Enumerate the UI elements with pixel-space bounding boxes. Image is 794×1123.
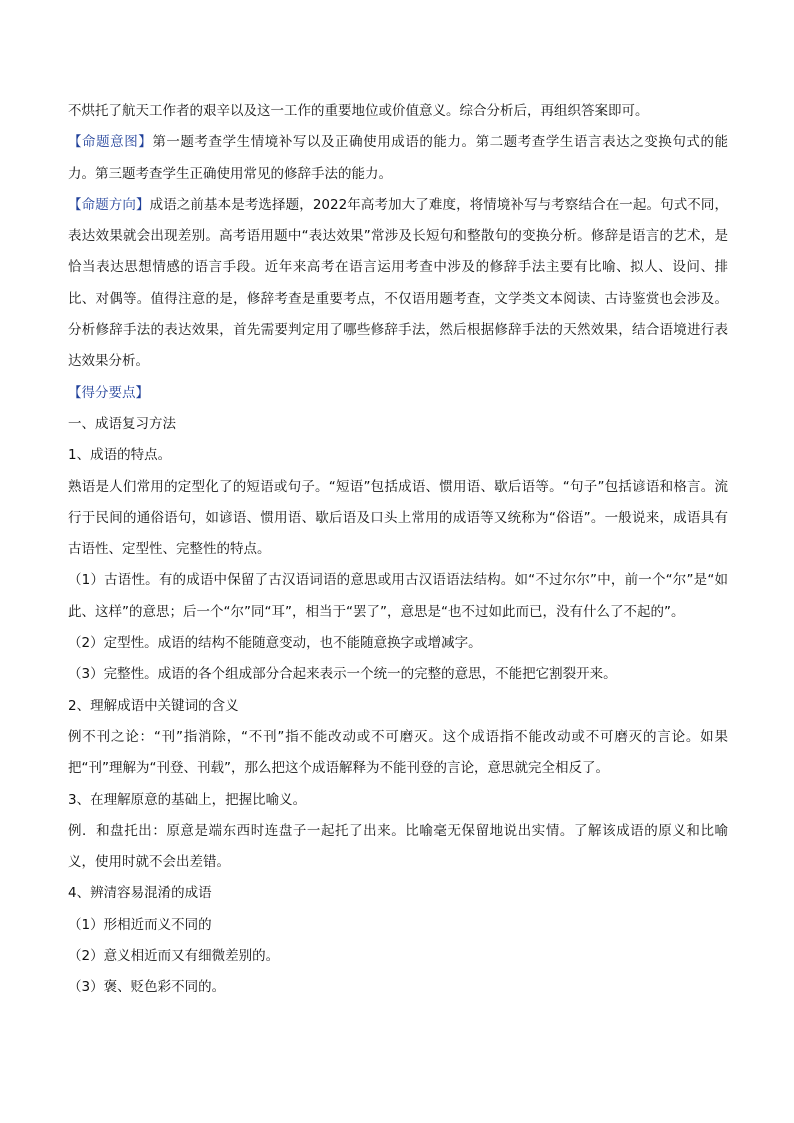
paragraph-text: 2、理解成语中关键词的含义 [68,697,239,714]
heading [68,785,728,816]
paragraph-text: 不烘托了航天工作者的艰辛以及这一工作的重要地位或价值意义。综合分析后，再组织答案即可。 [68,103,649,119]
paragraph-text: 例不刊之论：“刊”指消除，“不刊”指不能改动或不可磨灭。这个成语指不能改动或不可磨灭的言论。如果把“刊”理解为“刊登、刊载”，那么把这个成语解释为不能刊登的言论，意思就完全相反了。 [68,728,728,777]
section-tag: 【得分要点】 [68,384,149,401]
paragraph-text: （2）定型性。成语的结构不能随意变动，也不能随意换字或增减字。 [68,635,482,652]
paragraph-direction [68,190,728,378]
heading [68,691,728,722]
heading [68,440,728,471]
paragraph [68,565,728,628]
paragraph-text: 4、辨清容易混淆的成语 [68,885,212,902]
paragraph-text: （3）褒、贬色彩不同的。 [68,979,226,996]
paragraph-text: 熟语是人们常用的定型化了的短语或句子。“短语”包括成语、惯用语、歇后语等。“句子”包括谚语和格言。流行于民间的通俗语句，如谚语、惯用语、歇后语及口头上常用的成语等又统称为“俗语”。一般说来，成语具有古语性、定型性、完整性的特点。 [68,478,728,558]
section-tag: 【命题方向】 [68,196,150,213]
paragraph [68,628,728,659]
paragraph [68,816,728,879]
paragraph [68,472,728,566]
document-body [68,96,728,1004]
paragraph [68,722,728,785]
paragraph-text: （2）意义相近而又有细微差别的。 [68,948,280,965]
paragraph-text: 例．和盘托出：原意是端东西时连盘子一起托了出来。比喻毫无保留地说出实情。了解该成语的原义和比喻义，使用时就不会出差错。 [68,822,728,871]
paragraph-text: 3、在理解原意的基础上，把握比喻义。 [68,791,307,808]
list-item [68,941,728,972]
list-item [68,910,728,941]
heading [68,878,728,909]
paragraph-text: 一、成语复习方法 [68,415,176,432]
paragraph-text: 成语之前基本是考选择题，2022年高考加大了难度，将情境补写与考察结合在一起。句式不同，表达效果就会出现差别。高考语用题中“表达效果”常涉及长短句和整散句的变换分析。修辞是语言的艺术，是恰当表达思想情感的语言手段。近年来高考在语言运用考查中涉及的修辞手法主要有比喻、拟人、设问、排比、对偶等。值得注意的是，修辞考查是重要考点，不仅语用题考查，文学类文本阅读、古诗鉴赏也会涉及。分析修辞手法的表达效果，首先需要判定用了哪些修辞手法，然后根据修辞手法的天然效果，结合语境进行表达效果分析。 [68,196,728,370]
paragraph-text: （3）完整性。成语的各个组成部分合起来表示一个统一的完整的意思，不能把它割裂开来。 [68,666,617,683]
paragraph-text: 第一题考查学生情境补写以及正确使用成语的能力。第二题考查学生语言表达之变换句式的能力。第三题考查学生正确使用常见的修辞手法的能力。 [68,134,729,182]
paragraph-text: （1）古语性。有的成语中保留了古汉语词语的意思或用古汉语语法结构。如“不过尔尔”中，前一个“尔”是“如此、这样”的意思；后一个“尔”同“耳”，相当于“罢了”，意思是“也不过如此而已，没有什么了不起的”。 [68,572,728,620]
paragraph-text: （1）形相近而义不同的 [68,916,212,933]
paragraph [68,659,728,690]
list-item [68,972,728,1003]
heading [68,409,728,440]
paragraph-intent [68,127,728,190]
paragraph-key-points [68,378,728,409]
section-tag: 【命题意图】 [68,134,153,151]
paragraph-text: 1、成语的特点。 [68,447,172,464]
paragraph [68,96,728,127]
